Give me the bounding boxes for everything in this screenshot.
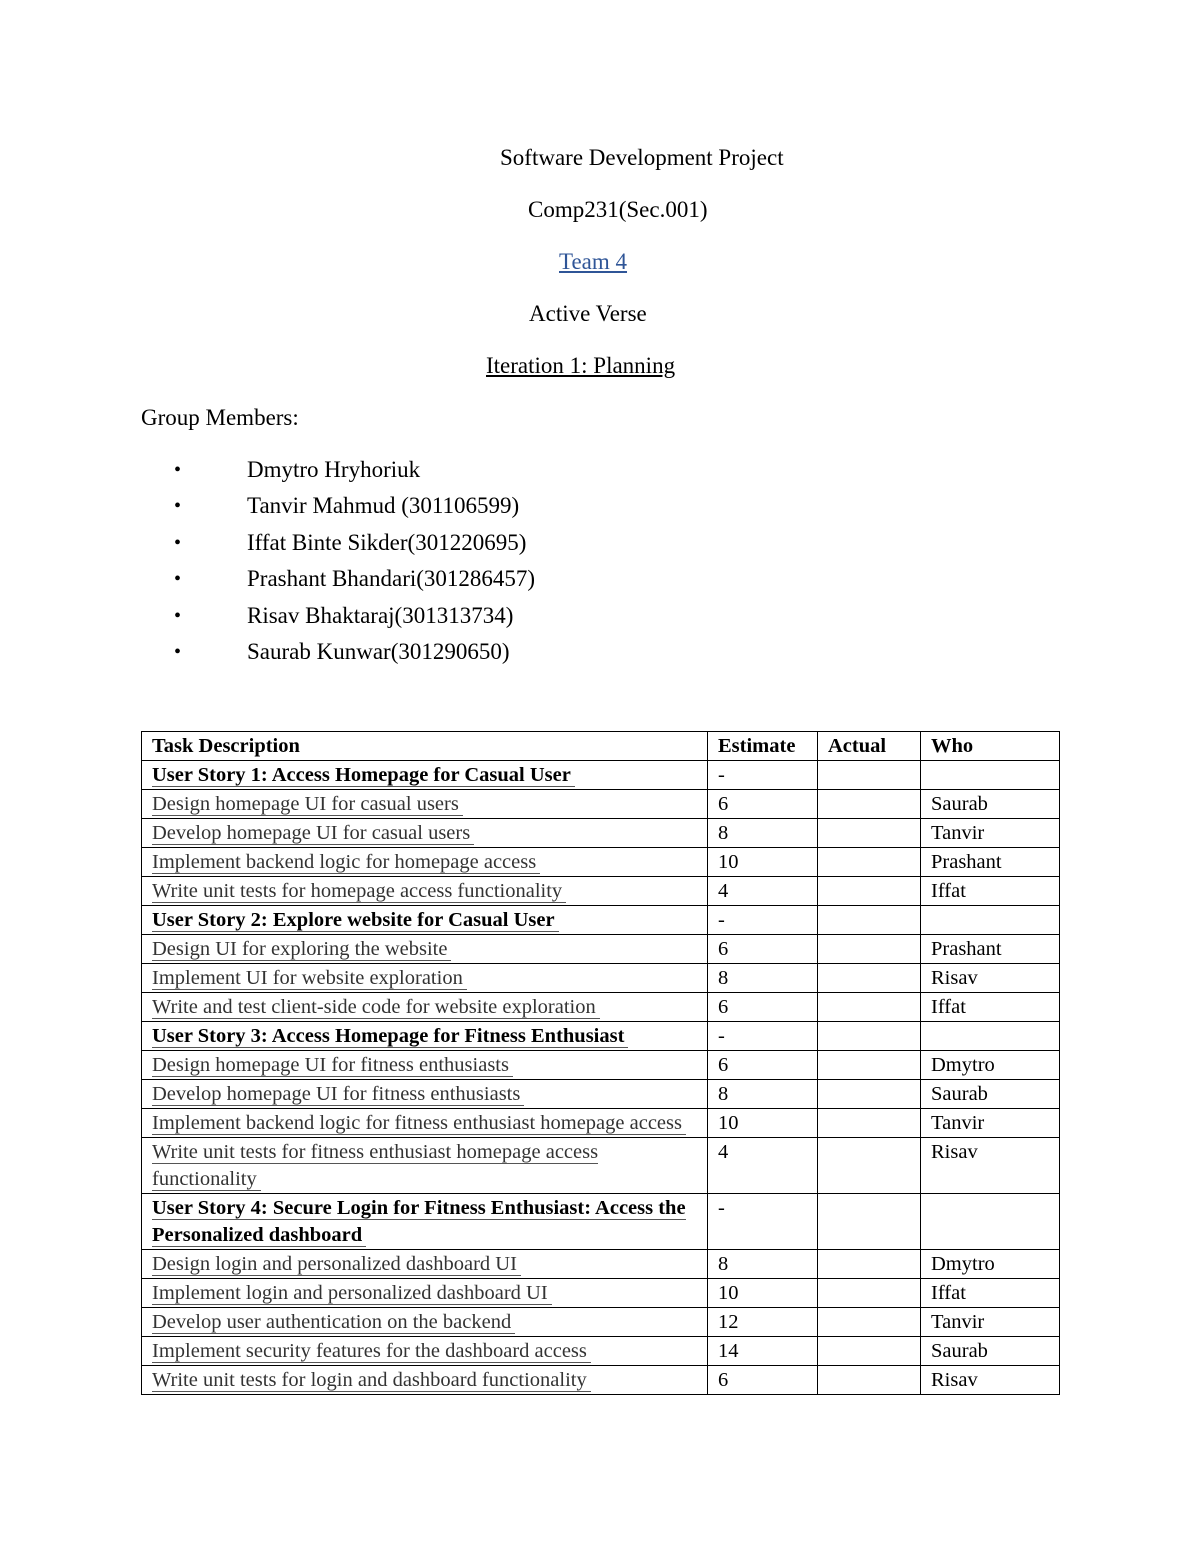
bullet-icon: •: [174, 640, 182, 663]
member-name: Dmytro Hryhoriuk: [247, 457, 421, 482]
cell-estimate: 8: [708, 964, 818, 993]
task-row: [142, 993, 1060, 1022]
task-row: [142, 1308, 1060, 1337]
group-members-label: Group Members:: [141, 405, 299, 430]
task-row: [142, 1080, 1060, 1109]
cell-estimate: -: [708, 1194, 818, 1250]
cell-estimate: 12: [708, 1308, 818, 1337]
member-name: Risav Bhaktaraj(301313734): [247, 602, 514, 628]
cell-actual: [818, 1080, 921, 1109]
task-description: Develop homepage UI for fitness enthusiasts: [152, 1083, 524, 1106]
cell-description: [142, 906, 708, 935]
cell-actual: [818, 761, 921, 790]
task-row: [142, 964, 1060, 993]
cell-description: [142, 877, 708, 906]
cell-who: Dmytro: [921, 1051, 1060, 1080]
team-link[interactable]: Team 4: [559, 249, 628, 274]
task-row: [142, 819, 1060, 848]
cell-description: [142, 964, 708, 993]
cell-who: [921, 761, 1060, 790]
cell-estimate: 6: [708, 993, 818, 1022]
iteration-heading: Iteration 1: Planning: [486, 353, 676, 378]
cell-actual: [818, 993, 921, 1022]
header-task-description: Task Description: [142, 732, 708, 761]
task-description: Implement security features for the dashboard access: [152, 1340, 591, 1363]
cell-actual: [818, 906, 921, 935]
cell-description: [142, 1250, 708, 1279]
member-name: Saurab Kunwar(301290650): [247, 638, 510, 664]
cell-estimate: 10: [708, 1109, 818, 1138]
cell-estimate: -: [708, 761, 818, 790]
user-story-title: User Story 4: Secure Login for Fitness Enthusiast: Access the Personalized dashboard: [152, 1197, 686, 1246]
header-actual: Actual: [818, 732, 921, 761]
cell-description: [142, 1308, 708, 1337]
cell-estimate: 6: [708, 790, 818, 819]
cell-estimate: 6: [708, 935, 818, 964]
cell-description: [142, 1366, 708, 1395]
cell-estimate: 6: [708, 1366, 818, 1395]
cell-actual: [818, 848, 921, 877]
cell-who: [921, 906, 1060, 935]
cell-actual: [818, 877, 921, 906]
cell-actual: [818, 1308, 921, 1337]
table-header-row: [142, 732, 1060, 761]
cell-who: Saurab: [921, 1337, 1060, 1366]
bullet-icon: •: [174, 568, 182, 591]
task-description: Implement UI for website exploration: [152, 967, 467, 990]
cell-actual: [818, 1279, 921, 1308]
cell-estimate: -: [708, 1022, 818, 1051]
task-description: Design UI for exploring the website: [152, 938, 451, 961]
cell-description: [142, 1109, 708, 1138]
cell-actual: [818, 935, 921, 964]
task-description: Implement login and personalized dashboard UI: [152, 1282, 552, 1305]
cell-estimate: 4: [708, 1138, 818, 1194]
member-name: Iffat Binte Sikder(301220695): [247, 529, 527, 555]
cell-who: Tanvir: [921, 1308, 1060, 1337]
cell-who: Risav: [921, 1366, 1060, 1395]
task-description: Design homepage UI for casual users: [152, 793, 463, 816]
cell-estimate: 4: [708, 877, 818, 906]
cell-description: [142, 848, 708, 877]
cell-estimate: 10: [708, 1279, 818, 1308]
cell-actual: [818, 819, 921, 848]
member-name: Tanvir Mahmud (301106599): [247, 493, 520, 519]
task-row: [142, 1109, 1060, 1138]
cell-who: Iffat: [921, 993, 1060, 1022]
course-code: Comp231(Sec.001): [528, 197, 708, 222]
cell-description: [142, 935, 708, 964]
task-description: Design login and personalized dashboard UI: [152, 1253, 521, 1276]
cell-description: [142, 790, 708, 819]
cell-who: Saurab: [921, 790, 1060, 819]
cell-who: Dmytro: [921, 1250, 1060, 1279]
cell-description: [142, 1051, 708, 1080]
task-table: [141, 731, 1060, 1395]
cell-who: Tanvir: [921, 819, 1060, 848]
cell-actual: [818, 1366, 921, 1395]
cell-who: Prashant: [921, 848, 1060, 877]
task-description: Write unit tests for homepage access functionality: [152, 880, 566, 903]
user-story-row: [142, 906, 1060, 935]
bullet-icon: •: [174, 495, 182, 518]
task-row: [142, 877, 1060, 906]
cell-actual: [818, 1337, 921, 1366]
task-row: [142, 1366, 1060, 1395]
cell-who: Saurab: [921, 1080, 1060, 1109]
task-description: Write unit tests for fitness enthusiast homepage access functionality: [152, 1141, 599, 1190]
cell-who: Iffat: [921, 877, 1060, 906]
bullet-icon: •: [174, 604, 182, 627]
task-row: [142, 1250, 1060, 1279]
cell-actual: [818, 790, 921, 819]
task-description: Develop user authentication on the backend: [152, 1311, 515, 1334]
cell-description: [142, 1022, 708, 1051]
cell-estimate: 14: [708, 1337, 818, 1366]
task-description: Write and test client-side code for website exploration: [152, 996, 600, 1019]
cell-who: Iffat: [921, 1279, 1060, 1308]
cell-actual: [818, 1109, 921, 1138]
task-description: Write unit tests for login and dashboard functionality: [152, 1369, 591, 1392]
user-story-row: [142, 1022, 1060, 1051]
user-story-title: User Story 3: Access Homepage for Fitness Enthusiast: [152, 1025, 628, 1048]
cell-who: [921, 1194, 1060, 1250]
cell-who: [921, 1022, 1060, 1051]
cell-description: [142, 1080, 708, 1109]
header-who: Who: [921, 732, 1060, 761]
task-table-body: [142, 761, 1060, 1395]
cell-who: Risav: [921, 1138, 1060, 1194]
cell-actual: [818, 1194, 921, 1250]
cell-description: [142, 1138, 708, 1194]
cell-description: [142, 819, 708, 848]
cell-estimate: -: [708, 906, 818, 935]
task-row: [142, 1138, 1060, 1194]
task-row: [142, 1279, 1060, 1308]
task-row: [142, 1337, 1060, 1366]
cell-estimate: 8: [708, 1250, 818, 1279]
cell-description: [142, 993, 708, 1022]
cell-actual: [818, 1138, 921, 1194]
cell-description: [142, 1337, 708, 1366]
cell-description: [142, 1279, 708, 1308]
task-description: Design homepage UI for fitness enthusiasts: [152, 1054, 513, 1077]
cell-estimate: 8: [708, 819, 818, 848]
cell-description: [142, 1194, 708, 1250]
cell-actual: [818, 1051, 921, 1080]
member-name: Prashant Bhandari(301286457): [247, 566, 536, 592]
user-story-title: User Story 1: Access Homepage for Casual User: [152, 764, 575, 787]
app-name: Active Verse: [529, 301, 647, 326]
bullet-icon: •: [174, 531, 182, 554]
task-row: [142, 1051, 1060, 1080]
cell-estimate: 6: [708, 1051, 818, 1080]
task-row: [142, 848, 1060, 877]
task-row: [142, 790, 1060, 819]
task-description: Develop homepage UI for casual users: [152, 822, 474, 845]
task-row: [142, 935, 1060, 964]
cell-description: [142, 761, 708, 790]
task-description: Implement backend logic for homepage access: [152, 851, 540, 874]
user-story-row: [142, 761, 1060, 790]
task-description: Implement backend logic for fitness enthusiast homepage access: [152, 1112, 686, 1135]
cell-who: Risav: [921, 964, 1060, 993]
bullet-icon: •: [174, 459, 182, 481]
project-title: Software Development Project: [500, 145, 784, 170]
cell-estimate: 8: [708, 1080, 818, 1109]
user-story-title: User Story 2: Explore website for Casual User: [152, 909, 559, 932]
user-story-row: [142, 1194, 1060, 1250]
cell-who: Prashant: [921, 935, 1060, 964]
cell-actual: [818, 1250, 921, 1279]
cell-actual: [818, 1022, 921, 1051]
header-estimate: Estimate: [708, 732, 818, 761]
cell-actual: [818, 964, 921, 993]
cell-who: Tanvir: [921, 1109, 1060, 1138]
cell-estimate: 10: [708, 848, 818, 877]
